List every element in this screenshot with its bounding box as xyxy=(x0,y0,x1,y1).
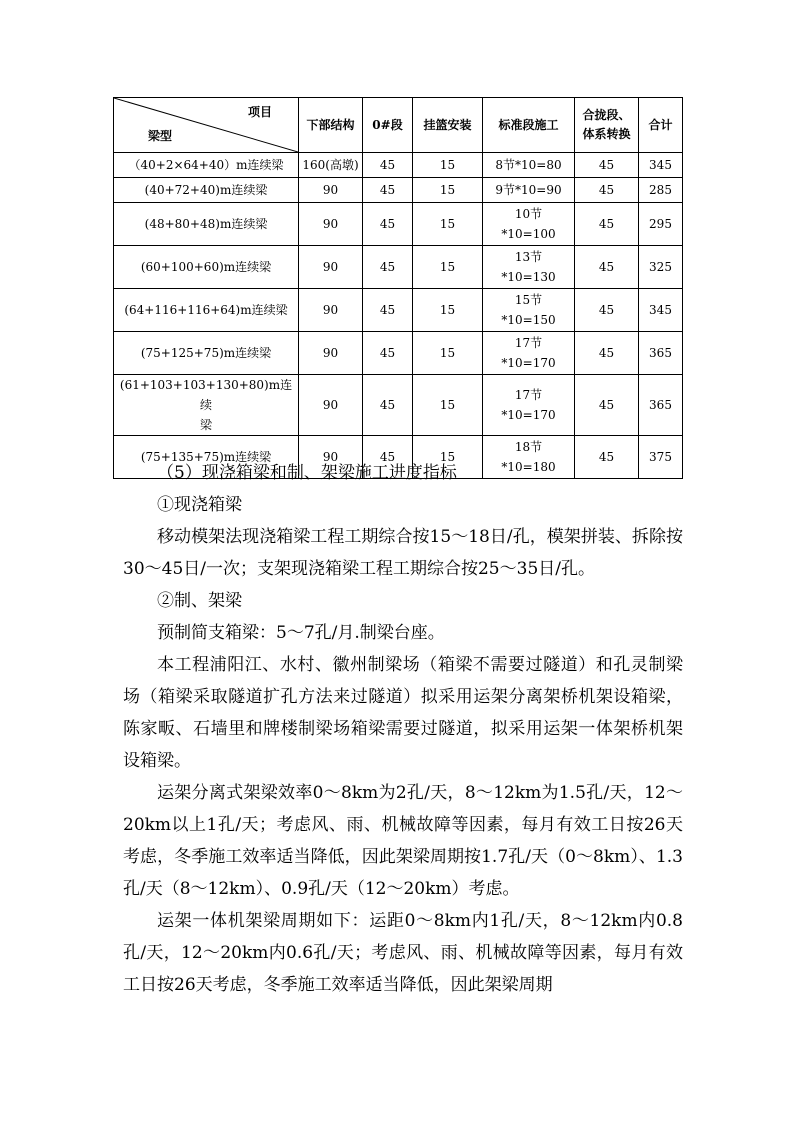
cell-standard-segment-line: 10节 xyxy=(514,207,543,221)
cell-hanging-basket: 15 xyxy=(413,246,483,289)
cell-closure: 45 xyxy=(575,203,639,246)
beam-type-label: 梁型 xyxy=(148,129,173,143)
cell-closure: 45 xyxy=(575,246,639,289)
cell-standard-segment-line: 17节 xyxy=(514,388,543,402)
cell-hanging-basket: 15 xyxy=(413,203,483,246)
col-header-zero-segment: 0#段 xyxy=(363,98,413,153)
cell-beam-type-line: (48+80+48)m连续梁 xyxy=(144,217,268,231)
cell-standard-segment-line: *10=180 xyxy=(501,460,556,474)
table-row xyxy=(114,332,683,375)
cell-substructure: 90 xyxy=(299,246,363,289)
cell-closure: 45 xyxy=(575,178,639,203)
item-label: 项目 xyxy=(247,105,272,119)
table-row xyxy=(114,375,683,436)
cell-closure: 45 xyxy=(575,289,639,332)
cell-substructure: 90 xyxy=(299,289,363,332)
cell-closure: 45 xyxy=(575,375,639,436)
cell-beam-type-line: (61+103+103+130+80)m连续 xyxy=(119,378,293,412)
cell-beam-type xyxy=(114,375,299,436)
table-row xyxy=(114,289,683,332)
cell-beam-type-line: 梁 xyxy=(199,418,212,432)
paragraph-separate-erection: 运架分离式架梁效率0～8km为2孔/天，8～12km为1.5孔/天，12～20km以上1孔/天；考虑风、雨、机械故障等因素，每月有效工日按26天考虑，冬季施工效率适当降低，因此架梁周期按1.7孔/天（0～8km）、1.3孔/天（8～12km）、0.9孔/天（12～20km）考虑。 xyxy=(123,783,683,899)
cell-standard-segment xyxy=(483,246,575,289)
cell-standard-segment xyxy=(483,289,575,332)
cell-beam-type-line: (64+116+116+64)m连续梁 xyxy=(124,303,288,317)
cell-substructure: 90 xyxy=(299,375,363,436)
cell-hanging-basket: 15 xyxy=(413,436,483,479)
cell-beam-type-line: (40+72+40)m连续梁 xyxy=(144,183,268,197)
subheading-precast: ②制、架梁 xyxy=(157,591,242,611)
cell-total: 365 xyxy=(639,332,683,375)
cell-closure: 45 xyxy=(575,332,639,375)
cell-standard-segment-line: 8节*10=80 xyxy=(495,158,562,172)
cell-standard-segment xyxy=(483,332,575,375)
subheading-cast-in-place: ①现浇箱梁 xyxy=(157,495,242,515)
cell-beam-type-line: (60+100+60)m连续梁 xyxy=(140,260,272,274)
body-text xyxy=(123,457,683,1001)
col-header-standard-segment: 标准段施工 xyxy=(483,98,575,153)
cell-standard-segment-line: 9节*10=90 xyxy=(495,183,562,197)
cell-hanging-basket: 15 xyxy=(413,153,483,178)
cell-zero-segment: 45 xyxy=(363,332,413,375)
cell-beam-type xyxy=(114,153,299,178)
cell-standard-segment xyxy=(483,153,575,178)
schedule-table xyxy=(113,97,683,479)
cell-closure: 45 xyxy=(575,153,639,178)
cell-zero-segment: 45 xyxy=(363,178,413,203)
cell-standard-segment-line: 18节 xyxy=(514,440,543,454)
cell-beam-type xyxy=(114,178,299,203)
cell-beam-type-line: (75+135+75)m连续梁 xyxy=(140,450,272,464)
cell-hanging-basket: 15 xyxy=(413,332,483,375)
cell-standard-segment-line: *10=130 xyxy=(501,270,556,284)
col-header-closure-line2: 体系转换 xyxy=(582,127,631,141)
cell-total: 345 xyxy=(639,289,683,332)
cell-standard-segment-line: 17节 xyxy=(514,336,543,350)
table-row xyxy=(114,178,683,203)
cell-closure: 45 xyxy=(575,436,639,479)
cell-beam-type xyxy=(114,246,299,289)
col-header-total: 合计 xyxy=(639,98,683,153)
table-row xyxy=(114,246,683,289)
cell-beam-type xyxy=(114,332,299,375)
col-header-substructure: 下部结构 xyxy=(299,98,363,153)
cell-substructure: 160(高墩) xyxy=(299,153,363,178)
cell-substructure: 90 xyxy=(299,178,363,203)
cell-standard-segment-line: *10=170 xyxy=(501,408,556,422)
cell-zero-segment: 45 xyxy=(363,203,413,246)
cell-zero-segment: 45 xyxy=(363,436,413,479)
cell-standard-segment-line: 15节 xyxy=(514,293,543,307)
cell-total: 295 xyxy=(639,203,683,246)
cell-standard-segment xyxy=(483,178,575,203)
paragraph-precast-rate: 预制简支箱梁：5～7孔/月.制梁台座。 xyxy=(157,623,445,643)
cell-standard-segment-line: *10=170 xyxy=(501,356,556,370)
paragraph-cast-in-place: 移动模架法现浇箱梁工程工期综合按15～18日/孔，模架拼装、拆除按30～45日/一次；支架现浇箱梁工程工期综合按25～35日/孔。 xyxy=(123,527,683,579)
col-header-closure-line1: 合拢段、 xyxy=(582,108,631,122)
cell-substructure: 90 xyxy=(299,332,363,375)
col-header-hanging-basket: 挂篮安装 xyxy=(413,98,483,153)
cell-total: 365 xyxy=(639,375,683,436)
cell-beam-type xyxy=(114,203,299,246)
cell-zero-segment: 45 xyxy=(363,153,413,178)
cell-total: 325 xyxy=(639,246,683,289)
table-row xyxy=(114,153,683,178)
cell-beam-type-line: (75+125+75)m连续梁 xyxy=(140,346,272,360)
cell-substructure: 90 xyxy=(299,436,363,479)
cell-beam-type xyxy=(114,289,299,332)
cell-total: 285 xyxy=(639,178,683,203)
cell-standard-segment-line: 13节 xyxy=(514,250,543,264)
cell-substructure: 90 xyxy=(299,203,363,246)
cell-hanging-basket: 15 xyxy=(413,289,483,332)
paragraph-integrated-erection: 运架一体机架梁周期如下：运距0～8km内1孔/天，8～12km内0.8孔/天，12～20km内0.6孔/天；考虑风、雨、机械故障等因素，每月有效工日按26天考虑，冬季施工效率适当降低，因此架梁周期 xyxy=(123,911,683,995)
cell-standard-segment xyxy=(483,203,575,246)
cell-standard-segment xyxy=(483,375,575,436)
table-row xyxy=(114,203,683,246)
cell-zero-segment: 45 xyxy=(363,289,413,332)
paragraph-beam-yards: 本工程浦阳江、水村、徽州制梁场（箱梁不需要过隧道）和孔灵制梁场（箱梁采取隧道扩孔方法来过隧道）拟采用运架分离架桥机架设箱梁，陈家畈、石墙里和牌楼制梁场箱梁需要过隧道，拟采用运架一体架桥机架设箱梁。 xyxy=(123,655,683,771)
cell-zero-segment: 45 xyxy=(363,246,413,289)
cell-standard-segment-line: *10=150 xyxy=(501,313,556,327)
cell-zero-segment: 45 xyxy=(363,375,413,436)
diagonal-header-cell xyxy=(114,98,299,153)
cell-total: 375 xyxy=(639,436,683,479)
cell-beam-type-line: （40+2×64+40）m连续梁 xyxy=(128,158,284,172)
cell-total: 345 xyxy=(639,153,683,178)
table-header-row xyxy=(114,98,683,153)
cell-standard-segment-line: *10=100 xyxy=(501,227,556,241)
col-header-closure xyxy=(575,98,639,153)
cell-hanging-basket: 15 xyxy=(413,375,483,436)
cell-hanging-basket: 15 xyxy=(413,178,483,203)
section-heading: （5）现浇箱梁和制、架梁施工进度指标 xyxy=(157,463,457,483)
